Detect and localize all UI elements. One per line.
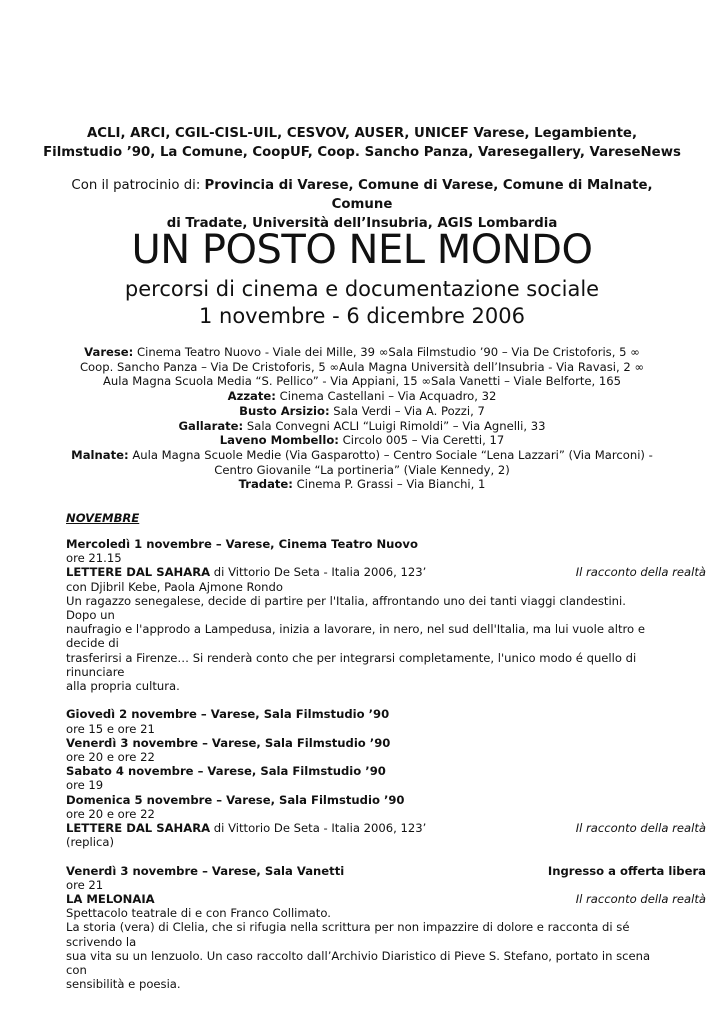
description-line: La storia (vera) di Clelia, che si rifugia nella scrittura per non impazzire di dolore e racconta di sé scrivendo la [66,920,630,949]
venue-city: Malnate: [71,447,129,462]
film-title: LETTERE DAL SAHARA [66,565,211,580]
venue-city: Busto Arsizio: [239,403,330,418]
venue-line [60,433,664,448]
event-category: Il racconto della realtà [575,565,706,580]
venue-text: Aula Magna Scuole Medie (Via Gasparotto) – Centro Sociale “Lena Lazzari” (Via Marconi) - [128,447,653,462]
replica-note: (replica) [66,835,114,850]
description-line: sua vita su un lenzuolo. Un caso raccolto dall’Archivio Diaristico di Pieve S. Stefano, portato in scena con [66,948,651,978]
event-heading: Venerdì 3 novembre – Varese, Sala Vanetti [66,863,345,878]
venue-city: Azzate: [227,389,276,404]
venue-line [60,345,664,360]
event-time: ore 21 [66,877,104,892]
venue-line [60,389,664,404]
venue-city: Gallarate: [178,418,244,433]
venue-line [60,477,664,492]
patronage-sponsors-2: di Tradate, Università dell’Insubria, AGIS Lombardia [166,216,558,231]
entry-note: Ingresso a offerta libera [547,863,706,878]
page-title: UN POSTO NEL MONDO [131,227,593,273]
event-heading: Venerdì 3 novembre – Varese, Sala Filmstudio ’90 [66,735,391,750]
event-time: ore 19 [66,778,104,793]
venue-text: Cinema Castellani – Via Acquadro, 32 [275,389,497,404]
patronage-sponsors-1: Provincia di Varese, Comune di Varese, Comune di Malnate, Comune [204,178,653,212]
venues-list [60,345,664,492]
organizers-block [40,124,684,162]
event-time: ore 20 e ore 22 [66,806,155,821]
event-heading-line [66,864,706,878]
event-film-line [66,892,706,906]
event-heading: Mercoledì 1 novembre – Varese, Cinema Teatro Nuovo [66,537,418,551]
venue-line [60,404,664,419]
patronage-line-1 [40,176,684,214]
event-film-line [66,821,706,835]
show-credits: Spettacolo teatrale di e con Franco Collimato. [66,906,331,921]
venue-city: Laveno Mombello: [219,433,339,448]
venue-text: Cinema P. Grassi – Via Bianchi, 1 [292,477,486,492]
venue-line [60,448,664,463]
page-subtitle: percorsi di cinema e documentazione sociale [124,277,600,301]
venue-line: Centro Giovanile “La portineria” (Viale Kennedy, 2) [214,462,510,477]
description-line: naufragio e l'approdo a Lampedusa, inizia a lavorare, in nero, nel sud dell'Italia, ma lui vuole altro e decide di [66,622,645,651]
film-cast: con Djibril Kebe, Paola Ajmone Rondo [66,579,283,594]
event-category: Il racconto della realtà [575,892,706,907]
venue-text: Circolo 005 – Via Ceretti, 17 [338,433,505,448]
venue-city: Tradate: [238,477,293,492]
show-title: LA MELONAIA [66,892,155,907]
event-time: ore 15 e ore 21 [66,721,155,736]
film-credits: di Vittorio De Seta - Italia 2006, 123’ [210,565,427,580]
spacer [66,693,706,707]
event-time: ore 21.15 [66,551,122,566]
event-dates: 1 novembre - 6 dicembre 2006 [198,304,525,328]
event-time: ore 20 e ore 22 [66,750,155,765]
event-heading: Sabato 4 novembre – Varese, Sala Filmstudio ’90 [66,764,386,779]
venue-line: Aula Magna Scuola Media “S. Pellico” - Via Appiani, 15 ∞Sala Vanetti – Viale Belforte, 165 [102,374,622,389]
event-heading: Giovedì 2 novembre – Varese, Sala Filmstudio ’90 [66,707,390,722]
event-description [66,920,660,991]
organizers-line-2: Filmstudio ’90, La Comune, CoopUF, Coop. Sancho Panza, Varesegallery, VareseNews [43,145,681,160]
venue-city: Varese: [84,345,134,359]
patronage-block [40,176,684,233]
description-line: sensibilità e poesia. [66,977,181,992]
description-line: trasferirsi a Firenze… Si renderà conto che per integrarsi completamente, l'unico modo é quello di rinunciare [66,650,637,679]
venue-text: Cinema Teatro Nuovo - Viale dei Mille, 39 ∞Sala Filmstudio ’90 – Via De Cristoforis, 5 ∞ [133,345,640,359]
venue-text: Sala Convegni ACLI “Luigi Rimoldi” – Via Agnelli, 33 [243,418,546,433]
venue-line: Coop. Sancho Panza – Via De Cristoforis, 5 ∞Aula Magna Università dell’Insubria - Via Ravasi, 2 ∞ [79,359,645,374]
description-line: Un ragazzo senegalese, decide di partire per l'Italia, affrontando uno dei tanti viaggi clandestini. Dopo un [66,593,626,623]
venue-text: Sala Verdi – Via A. Pozzi, 7 [329,403,485,418]
venue-line [60,419,664,434]
spacer [66,849,706,863]
film-credits: di Vittorio De Seta - Italia 2006, 123’ [210,821,427,836]
description-line: alla propria cultura. [66,679,180,694]
event-film-line [66,565,706,579]
events-list [66,537,706,991]
patronage-prefix: Con il patrocinio di: [71,178,205,193]
film-title: LETTERE DAL SAHARA [66,821,211,836]
organizers-line-1: ACLI, ARCI, CGIL-CISL-UIL, CESVOV, AUSER, UNICEF Varese, Legambiente, [86,126,637,141]
month-heading: NOVEMBRE [66,511,140,525]
event-description [66,594,660,693]
event-heading: Domenica 5 novembre – Varese, Sala Filmstudio ’90 [66,792,405,807]
event-category: Il racconto della realtà [575,821,706,836]
